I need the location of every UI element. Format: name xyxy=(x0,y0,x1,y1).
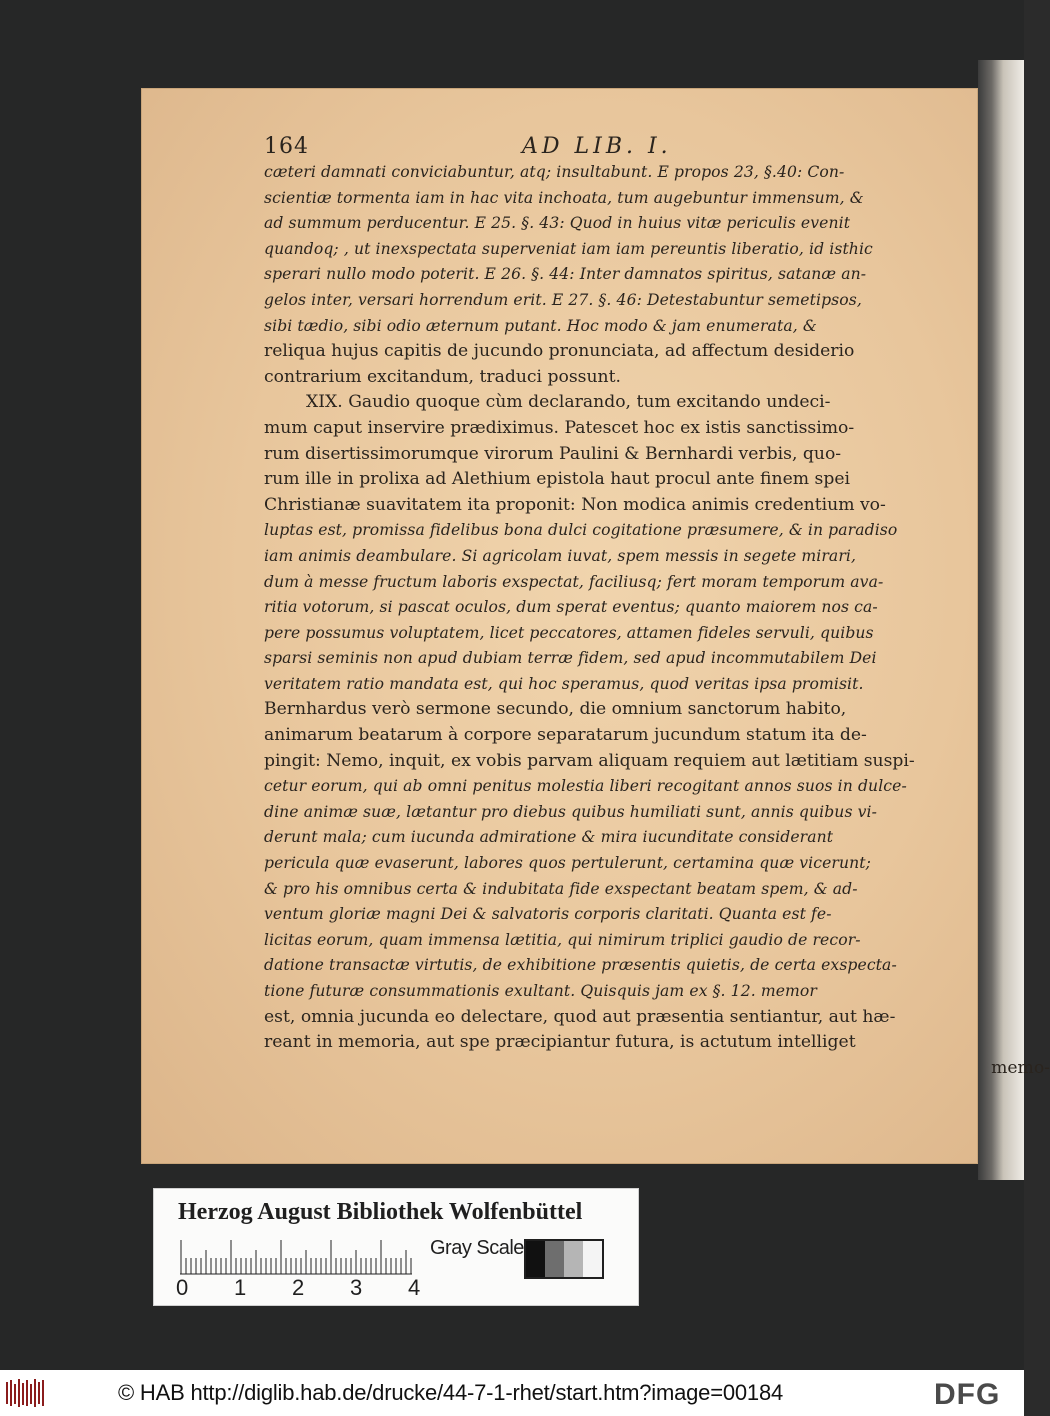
text-line: iam animis deambulare. Si agricolam iuvat, spem messis in segete mirari, xyxy=(264,546,857,565)
text-body xyxy=(264,160,1050,1081)
text-line: ritia votorum, si pascat oculos, dum sperat eventus; quanto maiorem nos ca- xyxy=(264,598,878,617)
text-line: scientiæ tormenta iam in hac vita inchoata, tum augebuntur immensum, & xyxy=(264,188,864,207)
text-line: reliqua hujus capitis de jucundo pronunciata, ad affectum desiderio xyxy=(264,341,855,362)
text-line: rum disertissimorumque virorum Paulini & Bernhardi verbis, quo- xyxy=(264,443,842,464)
text-line: rum ille in prolixa ad Alethium epistola haut procul ante finem spei xyxy=(264,469,851,490)
gray-swatch xyxy=(545,1241,564,1277)
gray-swatch xyxy=(583,1241,602,1277)
text-line: dine animæ suæ, lætantur pro diebus quibus humiliati sunt, annis quibus vi- xyxy=(264,802,877,821)
text-line: est, omnia jucunda eo delectare, quod aut præsentia sentiantur, aut hæ- xyxy=(264,1006,896,1027)
text-line: gelos inter, versari horrendum erit. E 27. §. 46: Detestabuntur semetipsos, xyxy=(264,290,862,309)
dfg-logo: DFG xyxy=(934,1378,1001,1411)
text-line: pericula quæ evaserunt, labores quos pertulerunt, certamina quæ vicerunt; xyxy=(264,854,871,873)
ruler-label: 3 xyxy=(350,1275,363,1300)
text-line: contrarium excitandum, traduci possunt. xyxy=(264,366,621,387)
measurement-ruler xyxy=(180,1239,420,1275)
text-line: veritatem ratio mandata est, qui hoc speramus, quod veritas ipsa promisit. xyxy=(264,674,864,693)
copyright-link[interactable]: © HAB http://diglib.hab.de/drucke/44-7-1-rhet/start.htm?image=00184 xyxy=(118,1380,784,1405)
ruler-label: 4 xyxy=(408,1275,421,1300)
page-content xyxy=(264,134,1050,1081)
gray-scale-label: Gray Scale xyxy=(430,1237,524,1259)
text-line: reant in memoria, aut spe præcipiantur futura, is actutum intelliget xyxy=(264,1032,856,1053)
text-line: XIX. Gaudio quoque cùm declarando, tum excitando undeci- xyxy=(306,392,831,413)
library-name: Herzog August Bibliothek Wolfenbüttel xyxy=(178,1199,583,1225)
text-line: licitas eorum, quam immensa lætitia, qui nimirum triplici gaudio de recor- xyxy=(264,930,861,949)
text-line: pere possumus voluptatem, licet peccatores, attamen fideles servuli, quibus xyxy=(264,623,874,642)
text-line: sibi tædio, sibi odio æternum putant. Hoc modo & jam enumerata, & xyxy=(264,316,817,335)
text-line: ad summum perducentur. E 25. §. 43: Quod in huius vitæ periculis evenit xyxy=(264,214,851,233)
running-title: AD LIB. I. xyxy=(522,134,672,159)
text-line: & pro his omnibus certa & indubitata fide exspectant beatam spem, & ad- xyxy=(264,879,858,898)
text-line: tione futuræ consummationis exultant. Quisquis jam ex §. 12. memor xyxy=(264,982,817,1000)
ruler-label: 2 xyxy=(292,1275,305,1300)
text-line: Christianæ suavitatem ita proponit: Non modica animis credentium vo- xyxy=(264,494,886,515)
gray-scale-swatches xyxy=(524,1239,604,1279)
footer-bar xyxy=(0,1370,1024,1416)
hab-logo-icon xyxy=(6,1378,46,1408)
book-page xyxy=(141,88,1050,1164)
text-line: quandoq; , ut inexspectata superveniat iam iam pereuntis liberatio, id isthic xyxy=(264,239,873,258)
ruler-label: 1 xyxy=(234,1275,247,1300)
library-color-card xyxy=(153,1188,639,1306)
text-line: mum caput inservire prædiximus. Patescet hoc ex istis sanctissimo- xyxy=(264,417,855,438)
text-line: derunt mala; cum iucunda admiratione & mira iucunditate considerant xyxy=(264,828,834,847)
text-line: sparsi seminis non apud dubiam terræ fidem, sed apud incommutabilem Dei xyxy=(264,649,877,668)
text-line: dum à messe fructum laboris exspectat, faciliusq; fert moram temporum ava- xyxy=(264,572,884,591)
text-line: datione transactæ virtutis, de exhibitione præsentis quietis, de certa exspecta- xyxy=(264,956,897,975)
text-line: ventum gloriæ magni Dei & salvatoris corporis claritati. Quanta est fe- xyxy=(264,905,832,924)
text-line: luptas est, promissa fidelibus bona dulci cogitatione præsumere, & in paradiso xyxy=(264,521,898,540)
text-line: sperari nullo modo poterit. E 26. §. 44: Inter damnatos spiritus, satanæ an- xyxy=(264,265,867,284)
ruler-labels xyxy=(154,1275,424,1301)
text-line: animarum beatarum à corpore separatarum jucundum statum ita de- xyxy=(264,725,867,746)
text-line: Bernhardus verò sermone secundo, die omnium sanctorum habito, xyxy=(264,699,847,720)
text-line: cetur eorum, qui ab omni penitus molestia liberi recogitant annos suos in dulce- xyxy=(264,777,907,796)
ruler-label: 0 xyxy=(176,1275,189,1300)
running-head xyxy=(264,134,1050,160)
gray-swatch xyxy=(564,1241,583,1277)
gray-swatch xyxy=(526,1241,545,1277)
text-line: pingit: Nemo, inquit, ex vobis parvam aliquam requiem aut lætitiam suspi- xyxy=(264,750,915,771)
text-line: cæteri damnati conviciabuntur, atq; insultabunt. E propos 23, §.40: Con- xyxy=(264,163,845,181)
text-line: memo- xyxy=(991,1057,1050,1078)
page-number: 164 xyxy=(264,134,309,159)
